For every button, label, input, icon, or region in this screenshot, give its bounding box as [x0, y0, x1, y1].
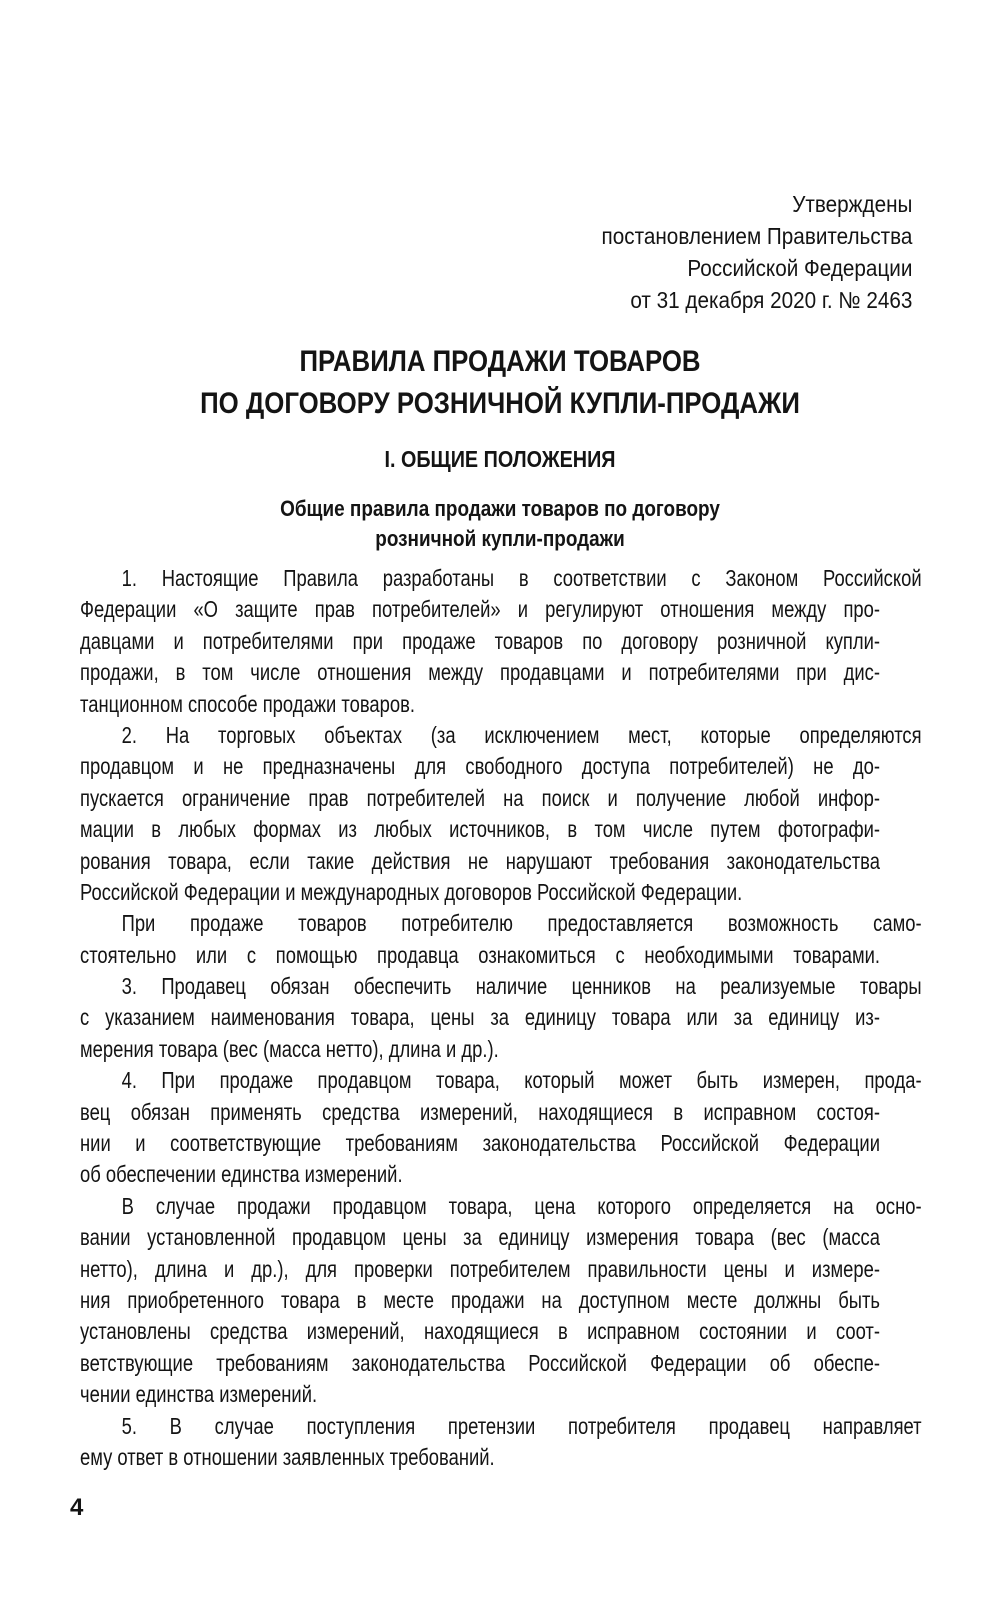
text-line: ветствующие требованиям законодательства Российской Федерации об обеспе- [80, 1349, 880, 1376]
title-line: ПО ДОГОВОРУ РОЗНИЧНОЙ КУПЛИ-ПРОДАЖИ [200, 387, 800, 420]
text-line: вании установленной продавцом цены за единицу измерения товара (вес (масса [80, 1224, 880, 1251]
text-line: установлены средства измерений, находящиеся в исправном состоянии и соот- [80, 1318, 880, 1345]
text-line: нии и соответствующие требованиям законодательства Российской Федерации [80, 1130, 880, 1157]
text-line: пускается ограничение прав потребителей на поиск и получение любой инфор- [80, 784, 880, 811]
text-line: нетто), длина и др.), для проверки потребителем правильности цены и измере- [80, 1255, 880, 1282]
text-line: 5. В случае поступления претензии потребителя продавец направляет [121, 1412, 922, 1439]
approval-line: от 31 декабря 2020 г. № 2463 [629, 287, 912, 313]
document-title [70, 341, 930, 425]
text-line: вец обязан применять средства измерений, находящиеся в исправном состоя- [80, 1098, 880, 1125]
page-number: 4 [70, 1494, 84, 1521]
approval-line: Российской Федерации [686, 255, 912, 281]
body-text [80, 563, 922, 1473]
section-heading: I. ОБЩИЕ ПОЛОЖЕНИЯ [384, 446, 616, 472]
text-line: 2. На торговых объектах (за исключением мест, которые определяются [121, 721, 922, 748]
text-line: При продаже товаров потребителю предоставляется возможность само- [121, 910, 922, 937]
text-line: 3. Продавец обязан обеспечить наличие ценников на реализуемые товары [121, 973, 922, 1000]
approval-block [601, 188, 912, 316]
text-line: давцами и потребителями при продаже товаров по договору розничной купли- [80, 627, 880, 654]
approval-line: постановлением Правительства [601, 223, 912, 249]
subsection-line: розничной купли-продажи [375, 526, 625, 551]
text-line: стоятельно или с помощью продавца ознакомиться с необходимыми товарами. [80, 941, 880, 968]
text-line: с указанием наименования товара, цены за единицу товара или за единицу из- [80, 1004, 880, 1031]
text-line: мации в любых формах из любых источников, в том числе путем фотографи- [80, 816, 880, 843]
subsection-heading [70, 494, 930, 554]
text-line: рования товара, если такие действия не нарушают требования законодательства [80, 847, 880, 874]
text-line: продавцом и не предназначены для свободного доступа потребителей) не до- [80, 753, 880, 780]
text-line: 1. Настоящие Правила разработаны в соответствии с Законом Российской [121, 565, 922, 591]
text-line: танционном способе продажи товаров. [80, 690, 416, 717]
text-line: чении единства измерений. [80, 1381, 318, 1408]
text-line: Российской Федерации и международных договоров Российской Федерации. [80, 878, 743, 905]
text-line: ния приобретенного товара в месте продажи на доступном месте должны быть [80, 1286, 880, 1313]
text-line: об обеспечении единства измерений. [80, 1161, 403, 1188]
text-line: Федерации «О защите прав потребителей» и регулируют отношения между про- [80, 596, 880, 623]
text-line: продажи, в том числе отношения между продавцами и потребителями при дис- [80, 659, 880, 686]
title-line: ПРАВИЛА ПРОДАЖИ ТОВАРОВ [299, 345, 701, 378]
approval-line: Утверждены [791, 191, 912, 217]
text-line: 4. При продаже продавцом товара, который может быть измерен, прода- [121, 1067, 922, 1094]
text-line: ему ответ в отношении заявленных требований. [80, 1443, 495, 1470]
text-line: мерения товара (вес (масса нетто), длина и др.). [80, 1035, 499, 1062]
subsection-line: Общие правила продажи товаров по договору [280, 496, 720, 521]
text-line: В случае продажи продавцом товара, цена которого определяется на осно- [121, 1192, 922, 1219]
